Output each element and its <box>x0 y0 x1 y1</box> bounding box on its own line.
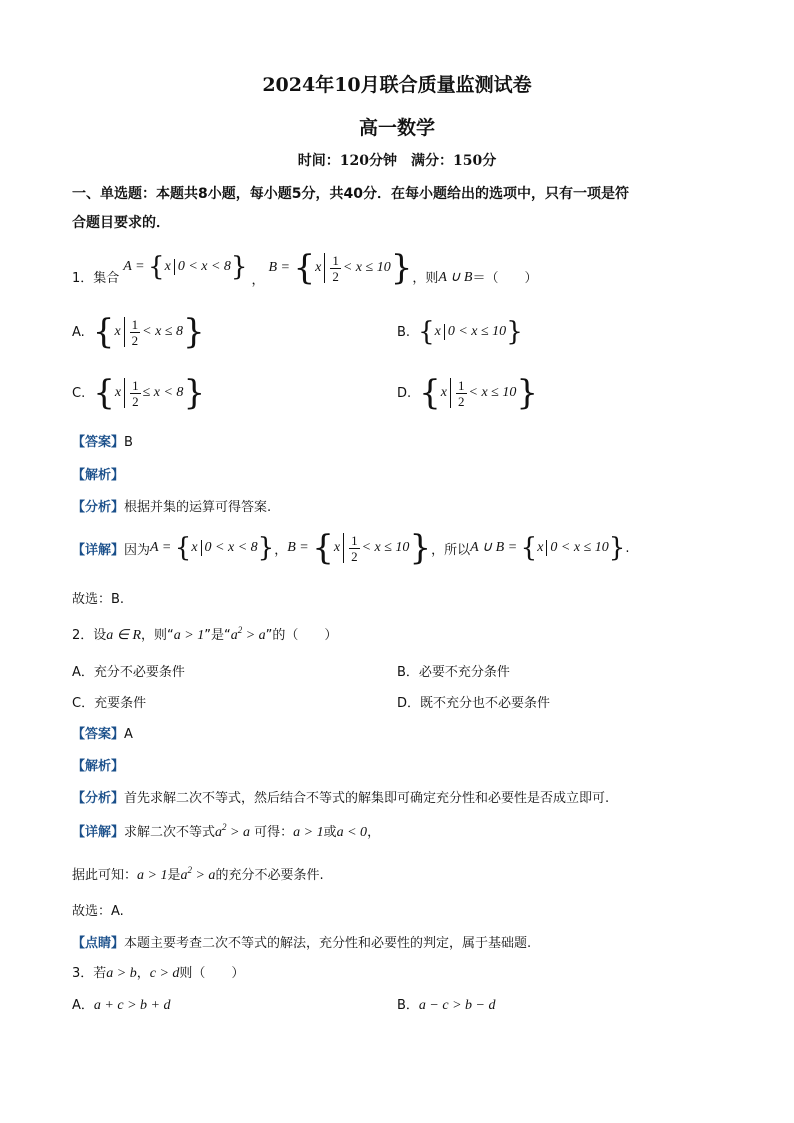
q3-stem: 3．若a > b，c > d则（ ） <box>72 966 245 981</box>
subject-title: 高一数学 <box>358 117 435 139</box>
q2-choose: 故选：A. <box>72 904 124 919</box>
q1-option-a: A. {x $\frac{1}{2}$ < x ≤ 8} <box>72 312 205 352</box>
q1-stem: 1．集合 A = {x 0 < x < 8} ， B = {x $\frac{1}{2}$ < x ≤ 10} ，则 A ∪ B ＝（ ） <box>72 248 538 288</box>
q1-option-c: C. {x $\frac{1}{2}$ ≤ x < 8} <box>72 373 206 413</box>
q1-setA: A = {x 0 < x < 8} <box>123 252 248 282</box>
section-heading-line1: 一、单选题：本题共8小题，每小题5分，共40分．在每小题给出的选项中，只有一项是符 <box>72 186 629 202</box>
q3-option-a: A．a + c > b + d <box>72 998 171 1013</box>
q2-dianjing: 【点睛】本题主要考查二次不等式的解法，充分性和必要性的判定，属于基础题. <box>72 936 532 951</box>
q1-option-b: B. {x 0 < x ≤ 10} <box>397 317 523 347</box>
q1-analysis-tag: 【解析】 <box>72 468 125 483</box>
q2-option-b: B．必要不充分条件 <box>397 665 510 680</box>
q2-option-c: C．充要条件 <box>72 696 147 711</box>
q2-option-d: D．既不充分也不必要条件 <box>397 696 551 711</box>
q1-setB: B = {x $\frac{1}{2}$ < x ≤ 10} <box>268 248 413 288</box>
q1-number: 1．集合 <box>72 271 120 286</box>
exam-title: 2024年10月联合质量监测试卷 <box>262 74 532 96</box>
q1-xiangjie: 【详解】 因为 A = {x 0 < x < 8} ， B = {x $\frac{1}{2}$ < x ≤ 10} ，所以 A ∪ B = {x 0 < x ≤ 10} . <box>72 528 630 568</box>
q2-xiangjie: 【详解】求解二次不等式$a^2 > a$ 可得：a > 1或a < 0， <box>72 822 381 840</box>
q2-option-a: A．充分不必要条件 <box>72 665 185 680</box>
q2-answer: 【答案】A <box>72 727 133 742</box>
q2-stem: 2．设a ∈ R，则“a > 1”是“$a^2 > a$”的（ ） <box>72 625 338 643</box>
section-heading-line2: 合题目要求的． <box>72 215 170 231</box>
q1-option-d: D. {x $\frac{1}{2}$ < x ≤ 10} <box>397 373 539 413</box>
q1-choose: 故选：B. <box>72 592 125 607</box>
q3-option-b: B．a − c > b − d <box>397 998 496 1013</box>
q1-fenxi: 【分析】根据并集的运算可得答案. <box>72 500 272 515</box>
time-info: 时间：120分钟 满分：150分 <box>297 153 497 169</box>
q2-analysis-tag: 【解析】 <box>72 759 125 774</box>
q1-answer: 【答案】B <box>72 435 133 450</box>
q2-fenxi: 【分析】首先求解二次不等式，然后结合不等式的解集即可确定充分性和必要性是否成立即可. <box>72 791 610 806</box>
q2-conclusion: 据此可知：a > 1是$a^2 > a$的充分不必要条件. <box>72 865 324 883</box>
